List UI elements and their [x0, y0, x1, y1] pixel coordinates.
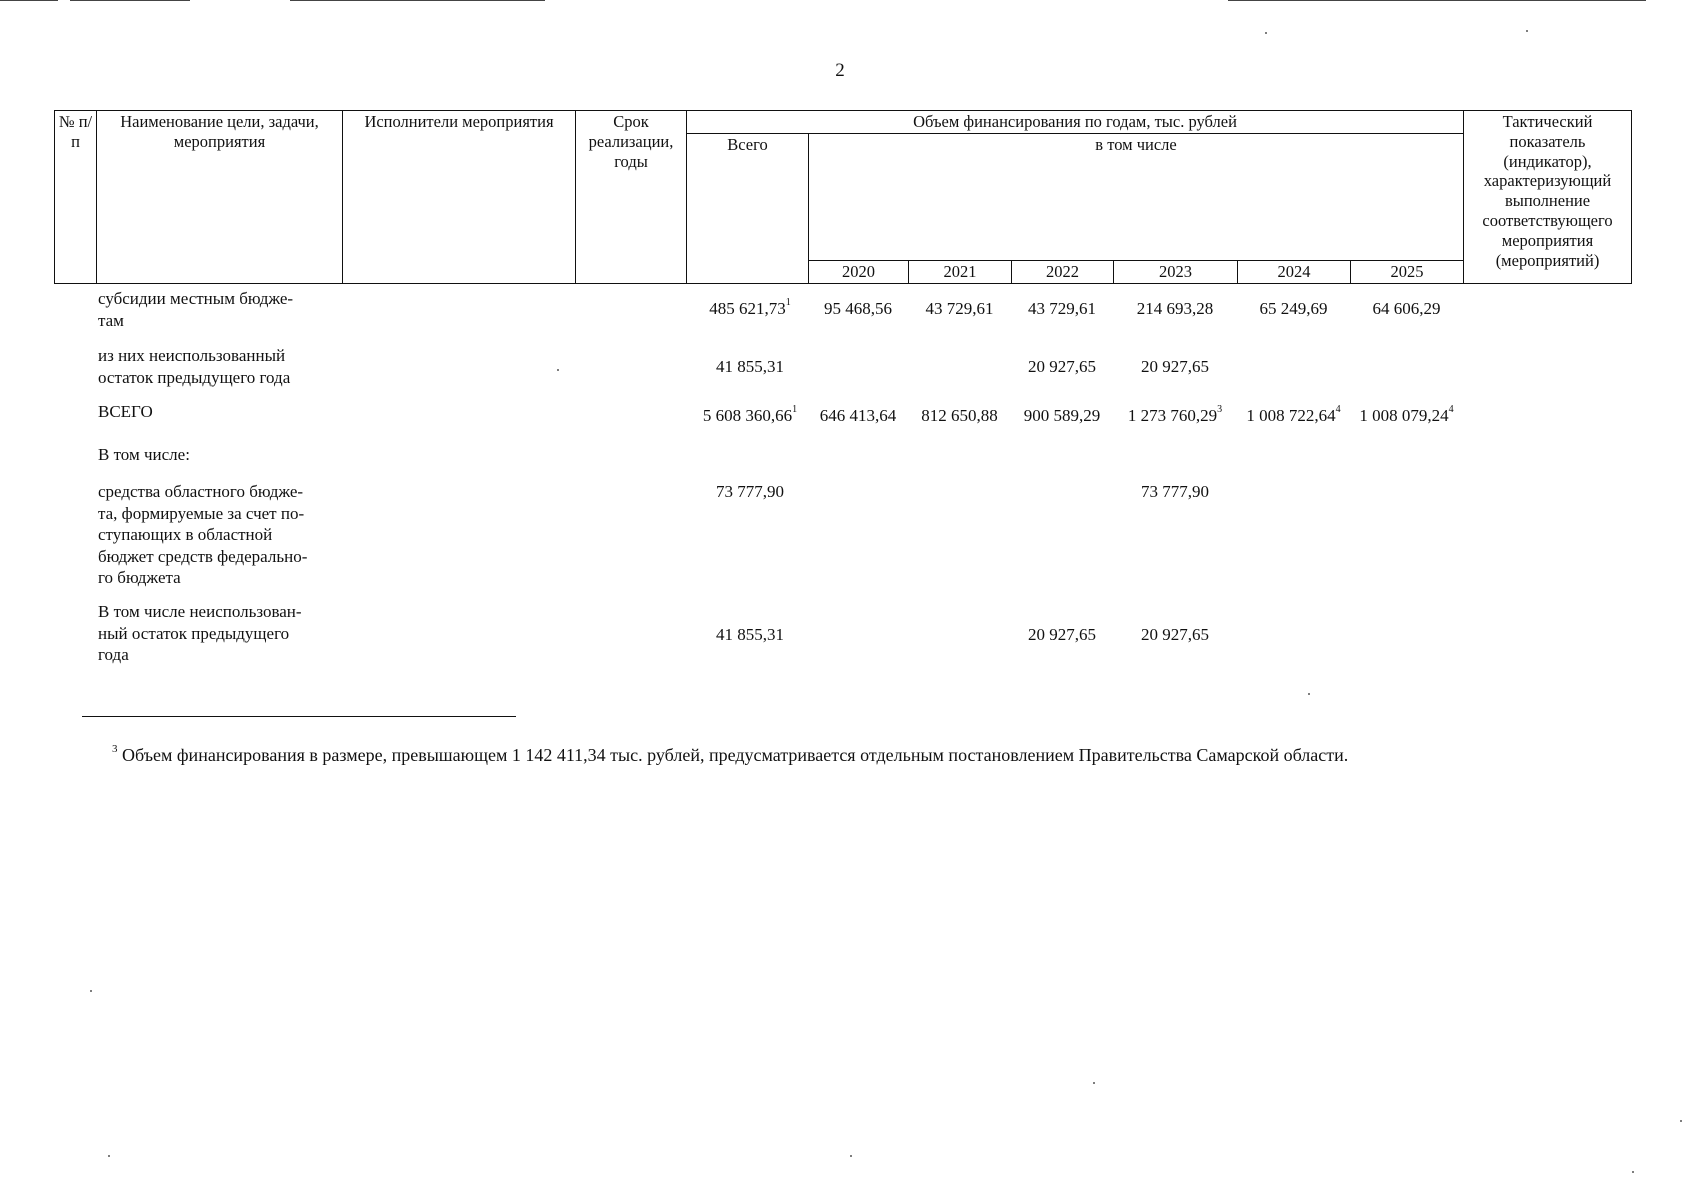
row-2021: 812 650,88 [921, 406, 998, 425]
header-year-2020: 2020 [809, 261, 909, 284]
header-including: в том числе [809, 133, 1464, 260]
row-2023: 73 777,90 [1141, 482, 1209, 501]
row-2022: 20 927,65 [1028, 625, 1096, 644]
row-name: В том числе: [98, 445, 190, 464]
header-executors: Исполнители мероприятия [343, 111, 576, 284]
row-2022: 43 729,61 [1028, 299, 1096, 318]
header-term: Срок реализации, годы [576, 111, 687, 284]
footnote-separator [82, 716, 516, 717]
row-2023: 20 927,65 [1141, 357, 1209, 376]
footnote [112, 745, 1348, 766]
row-total: 5 608 360,66$^1$ [702, 404, 798, 425]
header-year-2025: 2025 [1351, 261, 1464, 284]
row-2021: 43 729,61 [925, 299, 994, 318]
header-year-2024: 2024 [1238, 261, 1351, 284]
row-2024: 65 249,69 [1259, 299, 1328, 318]
header-year-2021: 2021 [909, 261, 1012, 284]
header-year-2022: 2022 [1012, 261, 1114, 284]
header-num: № п/п [55, 111, 97, 284]
row-2023: 20 927,65 [1141, 625, 1209, 644]
row-total: 41 855,31 [716, 625, 784, 644]
row-name: из них неиспользованный остаток предыдущего года [98, 346, 291, 387]
row-2025: 64 606,29 [1372, 299, 1441, 318]
row-2023: 214 693,28 [1136, 299, 1214, 318]
row-2020: 95 468,56 [824, 299, 892, 318]
row-2022: 900 589,29 [1023, 406, 1101, 425]
header-name: Наименование цели, задачи, мероприятия [97, 111, 343, 284]
footnote-text: Объем финансирования в размере, превышающем 1 142 411,34 тыс. рублей, предусматривается отдельным постановлением Правительства Самарской области. [122, 745, 1349, 765]
row-2024: 1 008 722,64$^4$ [1246, 404, 1341, 425]
row-name: В том числе неиспользован- ный остаток предыдущего года [98, 602, 302, 664]
page-number: 2 [835, 60, 845, 81]
row-2025: 1 008 079,24$^4$ [1359, 404, 1454, 425]
row-name: ВСЕГО [98, 402, 153, 421]
row-2023: 1 273 760,29$^3$ [1127, 404, 1223, 425]
header-indicator: Тактический показатель (индикатор), характеризующий выполнение соответствующего мероприятия (мероприятий) [1464, 111, 1632, 284]
row-2020: 646 413,64 [819, 406, 897, 425]
footnote-mark: 3 [112, 743, 118, 755]
row-total: 73 777,90 [716, 482, 784, 501]
header-total: Всего [687, 133, 809, 283]
row-total: 41 855,31 [716, 357, 784, 376]
header-year-2023: 2023 [1114, 261, 1238, 284]
row-total: 485 621,73$^1$ [709, 297, 791, 318]
header-financing: Объем финансирования по годам, тыс. рублей [687, 111, 1464, 134]
row-2022: 20 927,65 [1028, 357, 1096, 376]
row-name: средства областного бюдже- та, формируемые за счет по- ступающих в областной бюджет средств федерально- го бюджета [98, 482, 308, 587]
row-name: субсидии местным бюдже- там [98, 289, 294, 330]
